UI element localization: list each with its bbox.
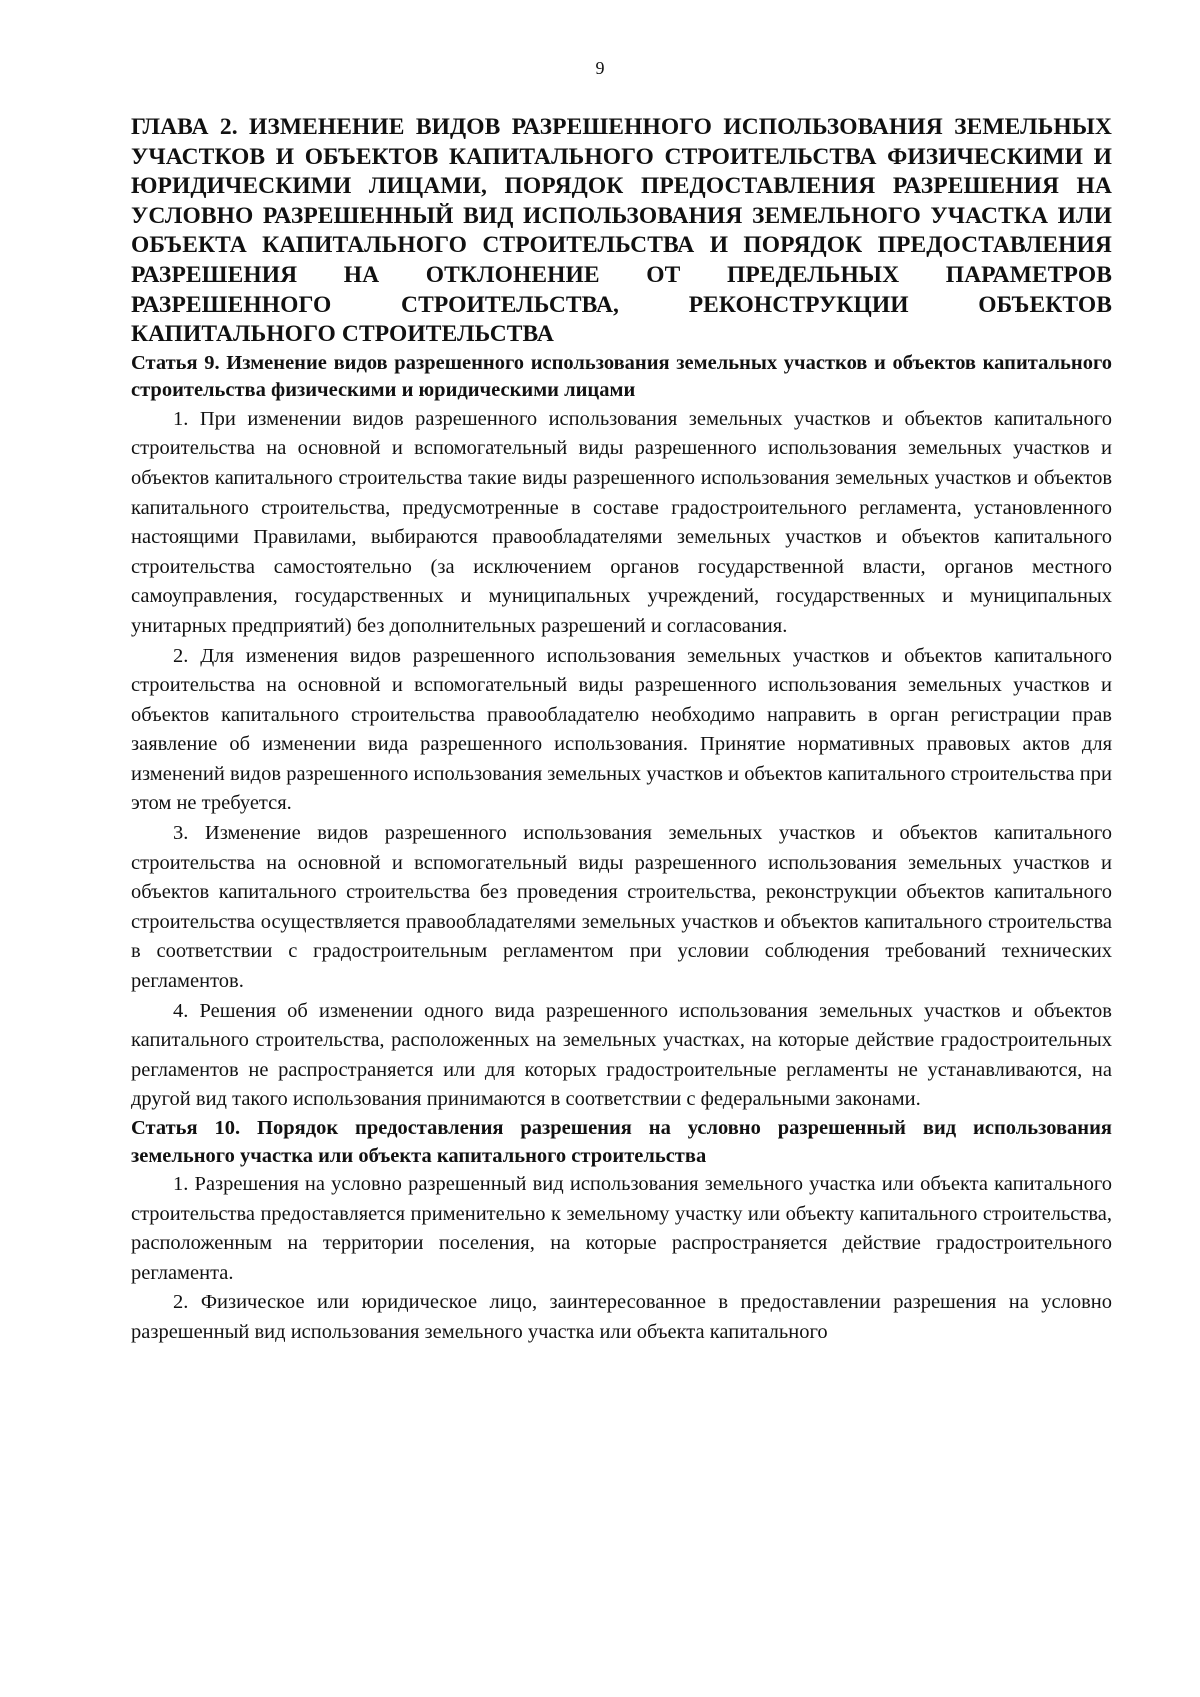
article-9-paragraph-3: 3. Изменение видов разрешенного использования земельных участков и объектов капитального строительства на основной и вспомогательный виды разрешенного использования земельных участков и объектов капитального строительства без проведения строительства, реконструкции объектов капитального строительства осуществляется правообладателями земельных участков и объектов капитального строительства в соответствии с градостроительным регламентом при условии соблюдения требований технических регламентов. — [131, 822, 1112, 993]
article-9-paragraph-4: 4. Решения об изменении одного вида разрешенного использования земельных участков и объектов капитального строительства, расположенных на земельных участках, на которые действие градостроительных регламентов не распространяется или для которых градостроительные регламенты не устанавливаются, на другой вид такого использования принимаются в соответствии с федеральными законами. — [131, 999, 1112, 1111]
article-9-title: Статья 9. Изменение видов разрешенного использования земельных участков и объектов капитального строительства физическими и юридическими лицами — [131, 351, 1112, 402]
article-10-title: Статья 10. Порядок предоставления разрешения на условно разрешенный вид использования земельного участка или объекта капитального строительства — [131, 1117, 1112, 1167]
article-10-paragraph-1: 1. Разрешения на условно разрешенный вид использования земельного участка или объекта капитального строительства предоставляется применительно к земельному участку или объекту капитального строительства, расположенным на территории поселения, на которые распространяется действие градостроительного регламента. — [131, 1173, 1112, 1284]
article-10-paragraph-2: 2. Физическое или юридическое лицо, заинтересованное в предоставлении разрешения на условно разрешенный вид использования земельного участка или объекта капитального — [131, 1291, 1112, 1343]
page-content — [131, 113, 1112, 1348]
article-9-paragraph-2: 2. Для изменения видов разрешенного использования земельных участков и объектов капитального строительства на основной и вспомогательный виды разрешенного использования земельных участков и объектов капитального строительства правообладателю необходимо направить в орган регистрации прав заявление об изменении вида разрешенного использования. Принятие нормативных правовых актов для изменений видов разрешенного использования земельных участков и объектов капитального строительства при этом не требуется. — [131, 644, 1112, 815]
article-9-paragraph-1: 1. При изменении видов разрешенного использования земельных участков и объектов капитального строительства на основной и вспомогательный виды разрешенного использования земельных участков и объектов капитального строительства такие виды разрешенного использования земельных участков и объектов капитального строительства, предусмотренные в составе градостроительного регламента, установленного настоящими Правилами, выбираются правообладателями земельных участков и объектов капитального строительства самостоятельно (за исключением органов государственной власти, органов местного самоуправления, государственных и муниципальных учреждений, государственных и муниципальных унитарных предприятий) без дополнительных разрешений и согласования. — [131, 407, 1112, 637]
chapter-heading: ГЛАВА 2. ИЗМЕНЕНИЕ ВИДОВ РАЗРЕШЕННОГО ИСПОЛЬЗОВАНИЯ ЗЕМЕЛЬНЫХ УЧАСТКОВ И ОБЪЕКТОВ КАПИТАЛЬНОГО СТРОИТЕЛЬСТВА ФИЗИЧЕСКИМИ И ЮРИДИЧЕСКИМИ ЛИЦАМИ, ПОРЯДОК ПРЕДОСТАВЛЕНИЯ РАЗРЕШЕНИЯ НА УСЛОВНО РАЗРЕШЕННЫЙ ВИД ИСПОЛЬЗОВАНИЯ ЗЕМЕЛЬНОГО УЧАСТКА ИЛИ ОБЪЕКТА КАПИТАЛЬНОГО СТРОИТЕЛЬСТВА И ПОРЯДОК ПРЕДОСТАВЛЕНИЯ РАЗРЕШЕНИЯ НА ОТКЛОНЕНИЕ ОТ ПРЕДЕЛЬНЫХ ПАРАМЕТРОВ РАЗРЕШЕННОГО СТРОИТЕЛЬСТВА, РЕКОНСТРУКЦИИ ОБЪЕКТОВ КАПИТАЛЬНОГО СТРОИТЕЛЬСТВА — [131, 114, 1112, 348]
page-number: 9 — [595, 58, 605, 78]
